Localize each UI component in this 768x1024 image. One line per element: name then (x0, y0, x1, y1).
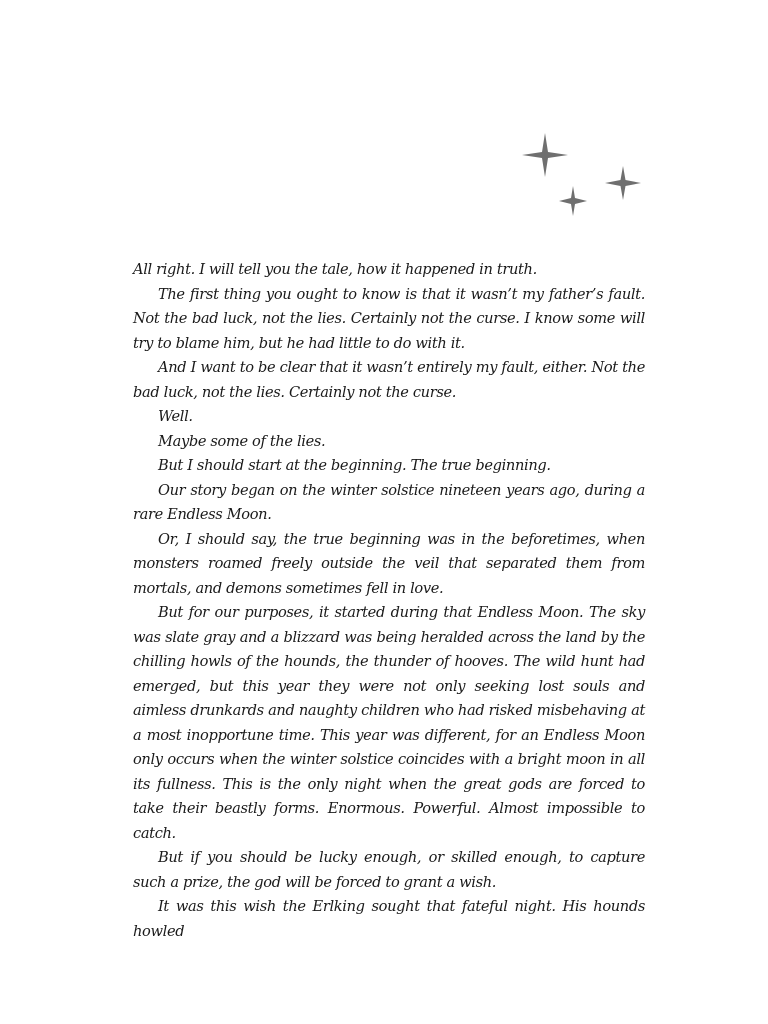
paragraph: It was this wish the Erlking sought that fateful night. His hounds howled (133, 898, 645, 940)
paragraph: But I should start at the beginning. The true beginning. (158, 457, 551, 474)
paragraph: But for our purposes, it started during that Endless Moon. The sky was slate gray and a blizzard was being heralded across the land by the chilling howls of the hounds, the thunder of hooves. The wild hunt had emerged, but this year they were not only seeking lost souls and aimless drunkards and naughty children who had risked misbehaving at a most inopportune time. This year was different, for an Endless Moon only occurs when the winter solstice coincides with a bright moon in all its fullness. This is the only night when the great gods are forced to take their beastly forms. Enormous. Powerful. Almost impossible to catch. (133, 604, 645, 842)
paragraph: And I want to be clear that it wasn’t entirely my fault, either. Not the bad luck, not the lies. Certainly not the curse. (133, 359, 645, 401)
paragraph: The first thing you ought to know is that it wasn’t my father’s fault. Not the bad luck, not the lies. Certainly not the curse. I know some will try to blame him, but he had little to do with it. (133, 285, 645, 352)
paragraph: All right. I will tell you the tale, how it happened in truth. (133, 261, 537, 278)
paragraph: Our story began on the winter solstice nineteen years ago, during a rare Endless Moon. (133, 481, 645, 523)
paragraph: Well. (158, 408, 193, 425)
body-text (133, 258, 645, 944)
sparkle-stars-icon (515, 128, 645, 218)
paragraph: But if you should be lucky enough, or skilled enough, to capture such a prize, the god will be forced to grant a wish. (133, 849, 645, 891)
paragraph: Maybe some of the lies. (158, 432, 326, 450)
paragraph: Or, I should say, the true beginning was in the beforetimes, when monsters roamed freely outside the veil that separated them from mortals, and demons sometimes fell in love. (133, 530, 645, 597)
